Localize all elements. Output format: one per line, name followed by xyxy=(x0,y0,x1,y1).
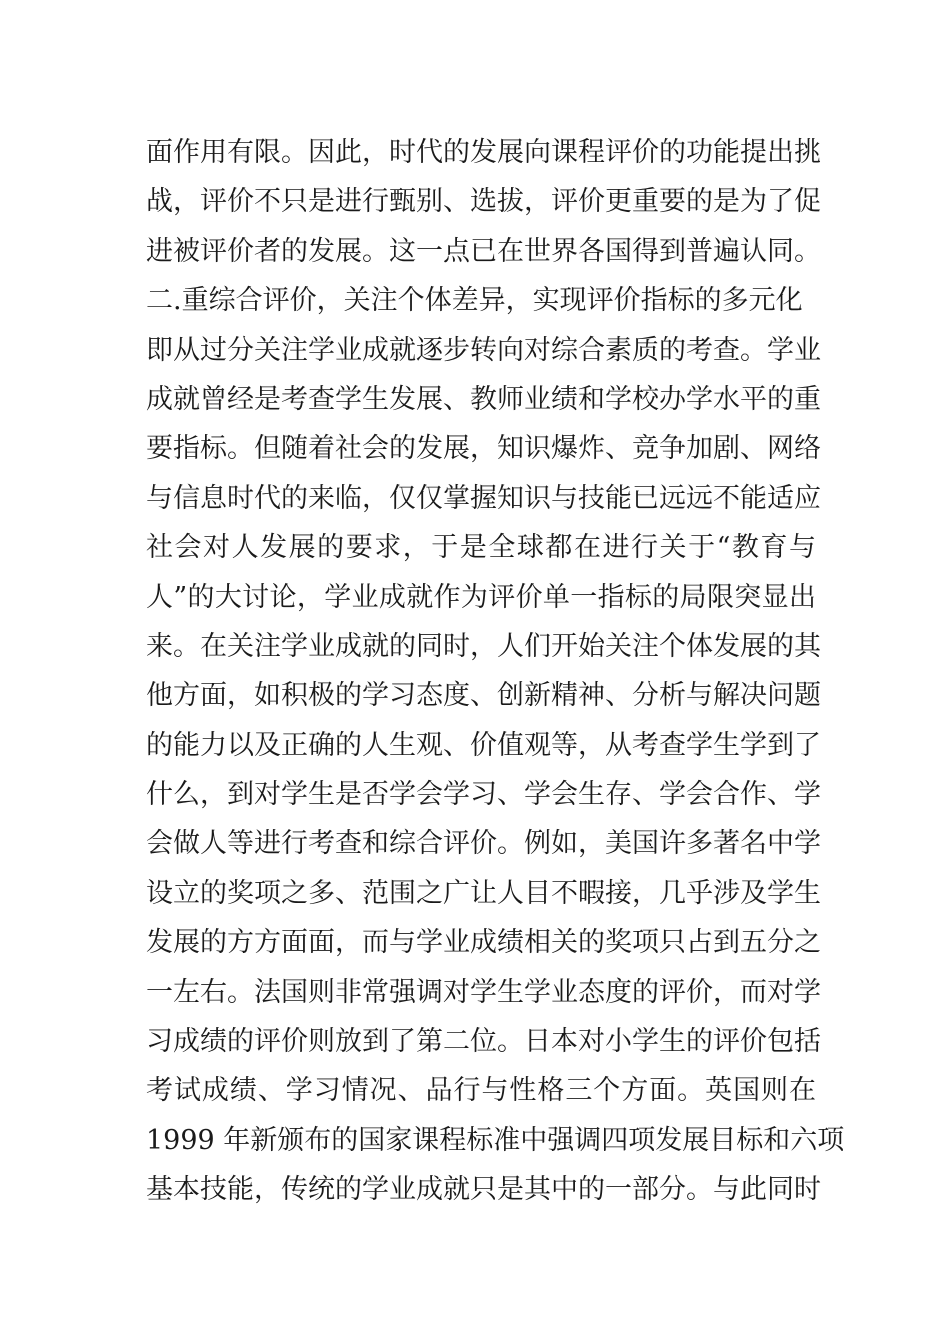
text-line: 的能力以及正确的人生观、价值观等，从考查学生学到了 xyxy=(146,729,821,761)
text-line: 即从过分关注学业成就逐步转向对综合素质的考查。学业 xyxy=(146,334,821,366)
section-heading: 二.重综合评价，关注个体差异，实现评价指标的多元化 xyxy=(146,285,803,317)
text-line: 基本技能，传统的学业成就只是其中的一部分。与此同时 xyxy=(146,1174,821,1206)
text-line: 习成绩的评价则放到了第二位。日本对小学生的评价包括 xyxy=(146,1026,821,1058)
text-line: 他方面，如积极的学习态度、创新精神、分析与解决问题 xyxy=(146,680,821,712)
text-line: 设立的奖项之多、范围之广让人目不暇接，几乎涉及学生 xyxy=(146,877,821,909)
text-line: 发展的方方面面，而与学业成绩相关的奖项只占到五分之 xyxy=(146,927,821,959)
text-line: 来。在关注学业成就的同时，人们开始关注个体发展的其 xyxy=(146,630,821,662)
body-text xyxy=(146,128,845,1215)
text-line: 社会对人发展的要求，于是全球都在进行关于“教育与 xyxy=(146,532,816,564)
text-line: 与信息时代的来临，仅仅掌握知识与技能已远远不能适应 xyxy=(146,482,821,514)
text-line: 什么，到对学生是否学会学习、学会生存、学会合作、学 xyxy=(146,779,821,811)
text-line: 人”的大讨论，学业成就作为评价单一指标的局限突显出 xyxy=(146,581,816,613)
text-line: 会做人等进行考查和综合评价。例如，美国许多著名中学 xyxy=(146,828,821,860)
text-line: 进被评价者的发展。这一点已在世界各国得到普遍认同。 xyxy=(146,235,821,267)
text-line: 成就曾经是考查学生发展、教师业绩和学校办学水平的重 xyxy=(146,383,821,415)
text-line: 面作用有限。因此，时代的发展向课程评价的功能提出挑 xyxy=(146,137,821,168)
text-line: 要指标。但随着社会的发展，知识爆炸、竞争加剧、网络 xyxy=(146,433,821,465)
text-line: 1999 年新颁布的国家课程标准中强调四项发展目标和六项 xyxy=(146,1124,845,1156)
text-line: 战，评价不只是进行甄别、选拔，评价更重要的是为了促 xyxy=(146,186,821,218)
text-line: 一左右。法国则非常强调对学生学业态度的评价，而对学 xyxy=(146,976,821,1008)
text-line: 考试成绩、学习情况、品行与性格三个方面。英国则在 xyxy=(146,1075,816,1107)
